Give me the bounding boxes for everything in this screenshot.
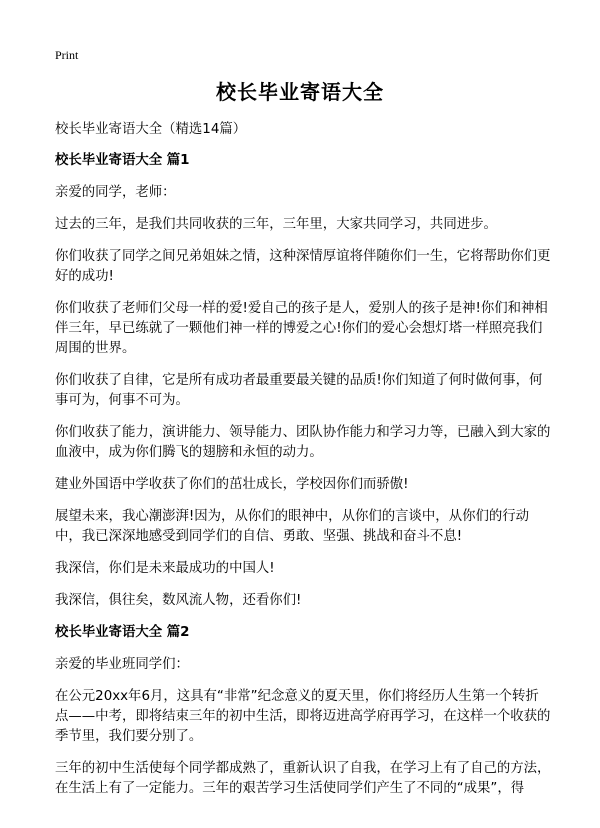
paragraph: 展望未来，我心潮澎湃!因为，从你们的眼神中，从你们的言谈中，从你们的行动中，我已深深地感受到同学们的自信、勇敢、坚强、挑战和奋斗不息! bbox=[55, 509, 530, 544]
section-2 bbox=[55, 623, 551, 799]
paragraph: 亲爱的毕业班同学们： bbox=[55, 657, 189, 672]
intro-line: 校长毕业寄语大全（精选14篇） bbox=[55, 122, 247, 137]
print-link[interactable]: Print bbox=[55, 48, 79, 62]
section-1 bbox=[55, 151, 551, 611]
paragraph: 你们收获了同学之间兄弟姐妹之情，这种深情厚谊将伴随你们一生，它将帮助你们更好的成功! bbox=[55, 249, 551, 284]
paragraph: 你们收获了自律，它是所有成功者最重要最关键的品质!你们知道了何时做何事，何事可为，何事不可为。 bbox=[55, 373, 543, 408]
section-heading: 校长毕业寄语大全 篇2 bbox=[55, 625, 190, 640]
paragraph: 过去的三年，是我们共同收获的三年，三年里，大家共同学习，共同进步。 bbox=[55, 217, 497, 232]
paragraph: 亲爱的同学，老师： bbox=[55, 185, 176, 200]
section-heading: 校长毕业寄语大全 篇1 bbox=[55, 153, 190, 168]
paragraph: 我深信，你们是未来最成功的中国人! bbox=[55, 561, 275, 576]
paragraph: 三年的初中生活使每个同学都成熟了，重新认识了自我，在学习上有了自己的方法，在生活上有了一定能力。三年的艰苦学习生活使同学们产生了不同的“成果”，得 bbox=[55, 761, 551, 796]
paragraph: 我深信，俱往矣，数风流人物，还看你们! bbox=[55, 593, 302, 608]
page-title: 校长毕业寄语大全 bbox=[216, 80, 384, 104]
paragraph: 你们收获了老师们父母一样的爱!爱自己的孩子是人，爱别人的孩子是神!你们和神相伴三年，早已练就了一颗他们神一样的博爱之心!你们的爱心会想灯塔一样照亮我们周围的世界。 bbox=[55, 301, 548, 356]
paragraph: 在公元20xx年6月，这具有“非常”纪念意义的夏天里，你们将经历人生第一个转折点——中考，即将结束三年的初中生活，即将迈进高学府再学习，在这样一个收获的季节里，我们要分别了。 bbox=[55, 689, 551, 744]
paragraph: 建业外国语中学收获了你们的茁壮成长，学校因你们而骄傲! bbox=[55, 477, 409, 492]
article-body bbox=[55, 120, 551, 811]
paragraph: 你们收获了能力，演讲能力、领导能力、团队协作能力和学习力等，已融入到大家的血液中，成为你们腾飞的翅膀和永恒的动力。 bbox=[55, 425, 551, 460]
